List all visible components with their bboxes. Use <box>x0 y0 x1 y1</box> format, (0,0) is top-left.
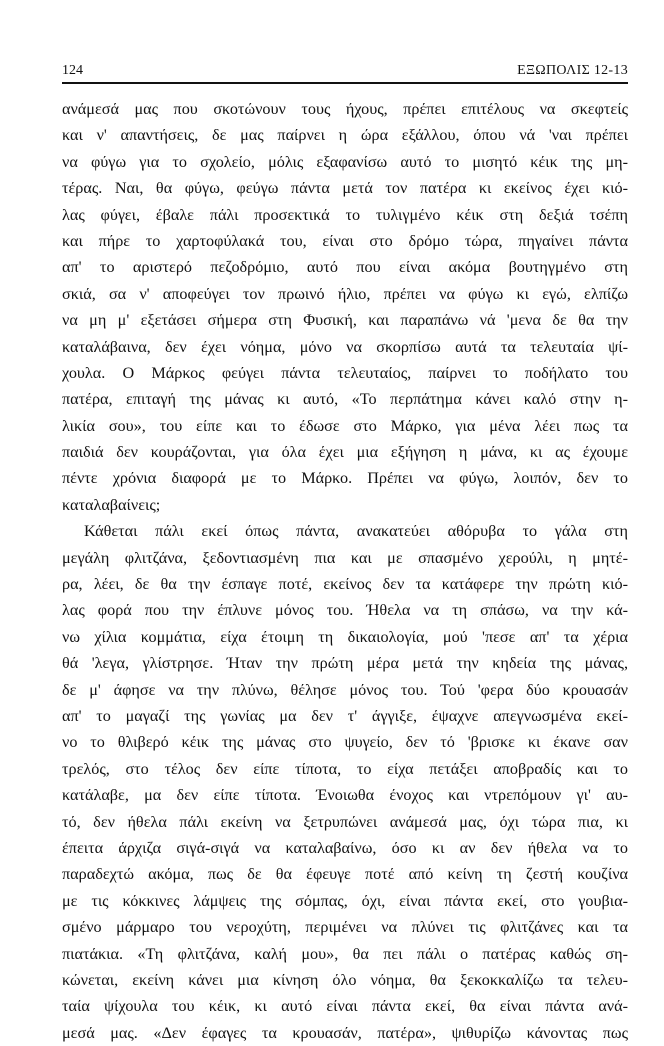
text-line: μεσά μας. «Δεν έφαγες τα κρουασάν, πατέρα», ψιθυρίζω κάνοντας πως <box>62 1023 628 1042</box>
text-line: χουλα. Ο Μάρκος φεύγει πάντα τελευταίος, παίρνει το ποδήλατο του <box>62 363 628 382</box>
paragraph <box>62 518 628 1046</box>
text-line: καταλάβαινα, δεν έχει νόημα, μόνο να σκορπίσω αυτά τα τελευταία ψί- <box>62 337 628 356</box>
text-line: καταλαβαίνεις; <box>62 495 161 514</box>
text-line: ανάμεσά μας που σκοτώνουν τους ήχους, πρέπει επιτέλους να σκεφτείς <box>62 100 628 118</box>
text-line: Κάθεται πάλι εκεί όπως πάντα, ανακατεύει αθόρυβα το γάλα στη <box>84 522 628 541</box>
text-line: δε μ' άφησε να την πλύνω, θέλησε μόνος του. Τού 'φερα δύο κρουασάν <box>62 680 628 699</box>
text-line: σμένο μάρμαρο του νεροχύτη, περιμένει να πλύνει τις φλιτζάνες και τα <box>62 918 628 937</box>
text-line: θά 'λεγα, γλίστρησε. Ήταν την πρώτη μέρα μετά την κηδεία της μάνας, <box>62 654 628 673</box>
page-header <box>62 58 628 84</box>
body-text <box>62 96 628 1046</box>
running-title: ΕΞΩΠΟΛΙΣ 12-13 <box>517 63 628 78</box>
text-line: να φύγω για το σχολείο, μόλις εξαφανίσω αυτό το μισητό κέικ της μη- <box>62 152 628 171</box>
text-line: να μη μ' εξετάσει σήμερα στη Φυσική, και παραπάνω νά 'μενα δε θα την <box>62 311 628 330</box>
text-line: πατέρα, επιταγή της μάνας κι αυτό, «Το περπάτημα κάνει καλό στην η- <box>62 390 628 409</box>
text-line: ταία ψίχουλα του κέικ, κι αυτό είναι πάντα εκεί, θα είναι πάντα ανά- <box>62 997 628 1016</box>
page-number: 124 <box>62 63 83 78</box>
text-line: απ' το αριστερό πεζοδρόμιο, αυτό που είναι ακόμα βουτηγμένο στη <box>62 258 628 277</box>
text-line: σκιά, σα ν' αποφεύγει τον πρωινό ήλιο, πρέπει να φύγω κι εγώ, ελπίζω <box>62 284 628 303</box>
text-line: λας φορά που την έπλυνε μόνος του. Ήθελα να τη σπάσω, να την κά- <box>62 601 628 620</box>
text-line: μεγάλη φλιτζάνα, ξεδοντιασμένη πια και με σπασμένο χερούλι, η μητέ- <box>62 548 628 567</box>
text-line: έπειτα άρχιζα σιγά-σιγά να καταλαβαίνω, όσο κι αν δεν ήθελα να το <box>62 838 628 857</box>
text-line: παραδεχτώ ακόμα, πως δε θα έφευγε ποτέ από κείνη τη ζεστή κουζίνα <box>62 865 628 884</box>
text-line: και ν' απαντήσεις, δε μας παίρνει η ώρα εξάλλου, όπου νά 'ναι πρέπει <box>62 126 628 145</box>
paragraph <box>62 96 628 518</box>
text-line: λας φύγει, έβαλε πάλι προσεκτικά το τυλιγμένο κέικ στη δεξιά τσέπη <box>62 205 628 224</box>
text-line: τρελός, στο τέλος δεν είπε τίποτα, το είχα πετάξει αποβραδίς και το <box>62 759 628 778</box>
text-line: απ' το μαγαζί της γωνίας μα δεν τ' άγγιξε, έψαχνε απεγνωσμένα εκεί- <box>62 706 628 725</box>
text-line: νω χίλια κομμάτια, είχα έτοιμη τη δικαιολογία, μού 'πεσε απ' τα χέρια <box>62 627 628 646</box>
text-line: πέντε χρόνια διαφορά με το Μάρκο. Πρέπει να φύγω, λοιπόν, δεν το <box>62 469 628 488</box>
text-line: και πήρε το χαρτοφύλακά του, είναι στο δρόμο τώρα, πηγαίνει πάντα <box>62 231 628 250</box>
text-line: πιατάκια. «Τη φλιτζάνα, καλή μου», θα πει πάλι ο πατέρας καθώς ση- <box>62 944 628 963</box>
text-line: τέρας. Ναι, θα φύγω, φεύγω πάντα μετά τον πατέρα κι εκείνος έχει κιό- <box>62 179 628 198</box>
text-line: τό, δεν ήθελα πάλι εκείνη να ξετρυπώνει ανάμεσά μας, όχι τώρα πια, κι <box>62 812 628 831</box>
text-line: κώνεται, εκείνη κάνει μια κίνηση όλο νόημα, θα ξεκοκκαλίζω τα τελευ- <box>62 970 628 989</box>
text-line: παιδιά δεν κουράζονται, για όλα έχει μια εξήγηση η μάνα, κι ας έχουμε <box>62 443 628 462</box>
text-line: νο το θλιβερό κέικ της μάνας στο ψυγείο, δεν τό 'βρισκε κι έκανε σαν <box>62 733 628 752</box>
text-line: ρα, λέει, δε θα την έσπαγε ποτέ, εκείνος δεν τα κατάφερε την πρώτη κιό- <box>62 575 628 594</box>
text-line: λικία σου», του είπε και το έδωσε στο Μάρκο, για μένα λέει πως τα <box>62 416 628 435</box>
text-line: με τις κόκκινες λάμψεις της σόμπας, όχι, είναι πάντα εκεί, στο γουβια- <box>62 891 628 910</box>
text-line: κατάλαβε, μα δεν είπε τίποτα. Ένοιωθα ένοχος και ντρεπόμουν γι' αυ- <box>62 786 628 805</box>
